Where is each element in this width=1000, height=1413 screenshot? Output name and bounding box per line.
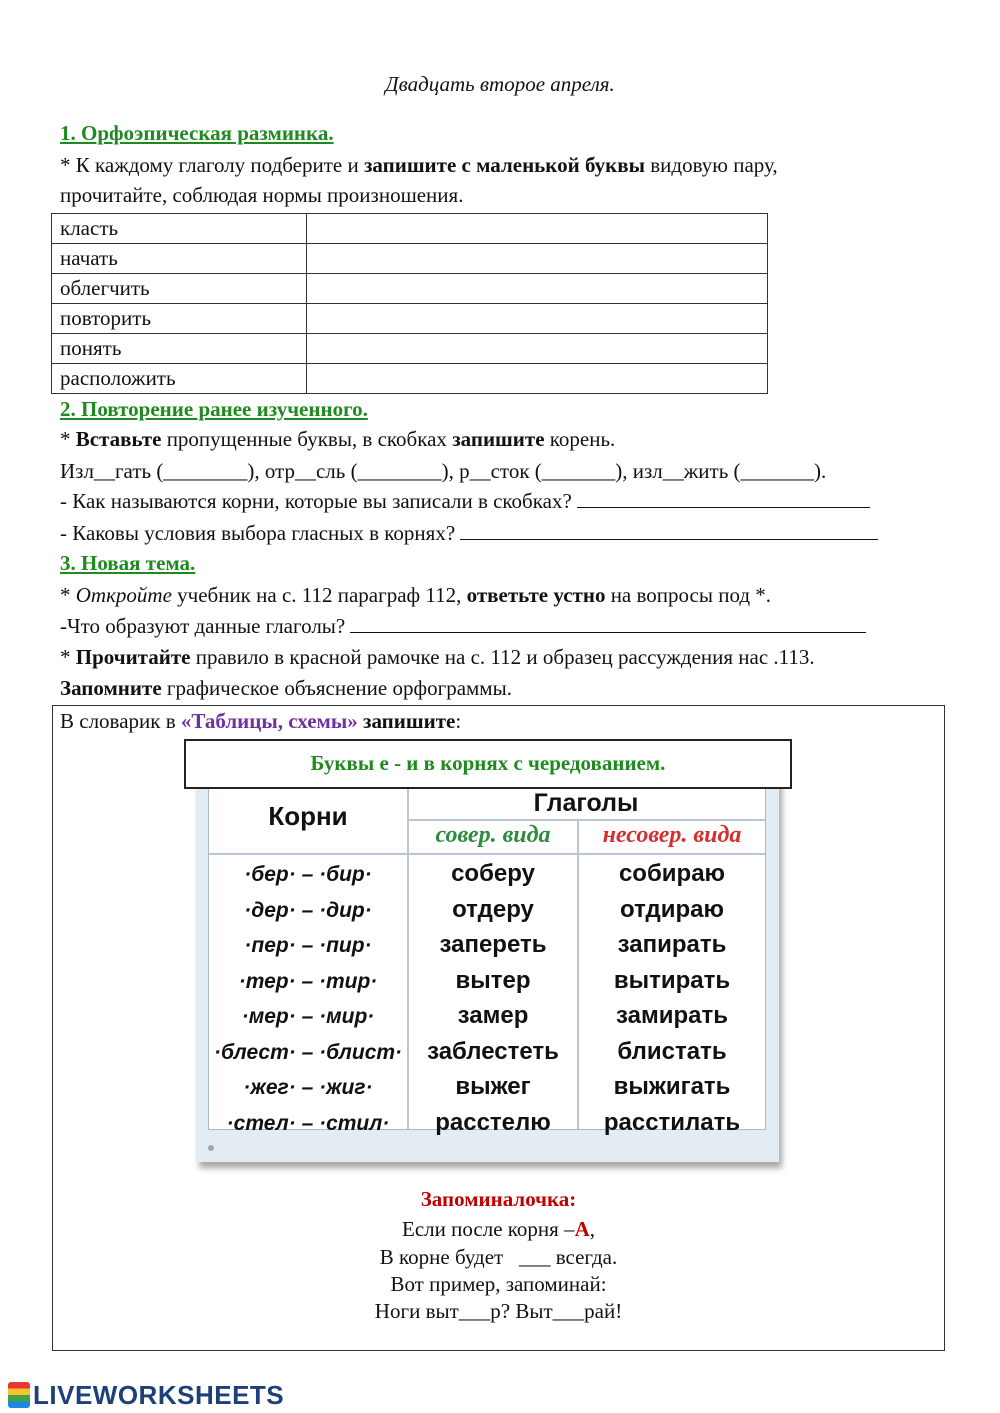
table-row: [52, 214, 768, 244]
rule-title-box: Буквы е - и в корнях с чередованием.: [184, 739, 792, 789]
answer-cell[interactable]: [307, 244, 768, 274]
fill-letters-line[interactable]: Изл__гать (________), отр__сль (________), р__сток (_______), изл__жить (_______).: [60, 459, 827, 483]
chart-imperfective-cell: собираю: [618, 860, 726, 887]
chart-root-cell: ·стел· – ·стил·: [226, 1111, 390, 1135]
table-row: [52, 334, 768, 364]
table-row: [52, 304, 768, 334]
table-row: [52, 244, 768, 274]
alternation-chart: [196, 770, 779, 1162]
liveworksheets-logo: LIVEWORKSHEETS: [8, 1380, 284, 1411]
header-roots: Корни: [268, 801, 348, 831]
chart-root-cell: ·блест· – ·блист·: [213, 1040, 403, 1064]
header-divider: [407, 819, 765, 821]
chart-perfective-cell: заблестеть: [427, 1037, 559, 1065]
question-roots: - Как называются корни, которые вы записали в скобках?: [60, 489, 870, 514]
section2-instruction: * Вставьте пропущенные буквы, в скобках запишите корень.: [60, 427, 616, 451]
header-imperfective: несовер. вида: [602, 822, 742, 848]
verb-cell: повторить: [52, 304, 307, 334]
chart-root-cell: ·пер· – ·пир·: [244, 934, 372, 957]
chart-root-cell: ·тер· – ·тир·: [238, 969, 378, 993]
chart-root-cell: ·бер· – ·бир·: [244, 863, 372, 886]
chart-perfective-cell: отдеру: [452, 895, 534, 923]
logo-icon: [8, 1382, 30, 1408]
section3-line4: Запомните графическое объяснение орфограммы.: [60, 676, 512, 700]
mnemonic-line4: Ноги выт___р? Выт___рай!: [374, 1299, 623, 1323]
answer-cell[interactable]: [307, 364, 768, 394]
section2-heading: 2. Повторение ранее изученного.: [60, 397, 368, 421]
chart-root-cell: ·мер· – ·мир·: [241, 1005, 375, 1028]
question-form: -Что образуют данные глаголы?: [60, 614, 866, 639]
chart-perfective-cell: выжег: [455, 1073, 531, 1100]
section3-heading: 3. Новая тема.: [60, 551, 196, 575]
answer-cell[interactable]: [307, 304, 768, 334]
chart-imperfective-cell: блистать: [617, 1037, 727, 1065]
chart-imperfective-cell: запирать: [617, 931, 727, 958]
chart-imperfective-cell: отдираю: [620, 895, 724, 923]
verb-cell: расположить: [52, 364, 307, 394]
chart-imperfective-cell: расстилать: [603, 1108, 741, 1136]
mnemonic-line1: Если после корня –А,: [402, 1217, 595, 1241]
answer-blank[interactable]: [460, 523, 878, 540]
answer-cell[interactable]: [307, 214, 768, 244]
chart-footer-strip: [208, 1132, 764, 1146]
header-divider: [209, 853, 765, 855]
verb-cell: начать: [52, 244, 307, 274]
question-vowels: - Каковы условия выбора гласных в корнях?: [60, 521, 878, 546]
answer-cell[interactable]: [307, 274, 768, 304]
header-verbs: Глаголы: [533, 789, 639, 817]
verb-cell: понять: [52, 334, 307, 364]
header-perfective: совер. вида: [435, 822, 551, 848]
chart-imperfective-cell: замирать: [616, 1002, 728, 1029]
section1-heading: 1. Орфоэпическая разминка.: [60, 121, 334, 145]
chart-perfective-cell: соберу: [451, 860, 535, 887]
chart-root-cell: ·дер· – ·дир·: [244, 898, 372, 922]
bullet-icon: [208, 1145, 214, 1151]
chart-imperfective-cell: выжигать: [613, 1073, 731, 1100]
section1-instruction-line2: прочитайте, соблюдая нормы произношения.: [60, 183, 464, 207]
mnemonic-line2: В корне будет ___ всегда.: [379, 1245, 618, 1269]
table-row: [52, 364, 768, 394]
mnemonic-title: Запоминалочка:: [420, 1187, 577, 1211]
verb-pairs-table: [51, 213, 768, 394]
table-row: [52, 274, 768, 304]
chart-table: [208, 788, 766, 1136]
answer-blank[interactable]: [350, 616, 866, 633]
verb-cell: класть: [52, 214, 307, 244]
chart-perfective-cell: запереть: [439, 931, 547, 958]
chart-root-cell: ·жег· – ·жиг·: [243, 1076, 373, 1099]
section3-line3: * Прочитайте правило в красной рамочке на с. 112 и образец рассуждения нас .113.: [60, 645, 815, 669]
date-heading: Двадцать второе апреля.: [385, 72, 615, 96]
chart-perfective-cell: вытер: [455, 966, 531, 994]
dictionary-instruction: В словарик в «Таблицы, схемы» запишите:: [60, 709, 462, 733]
mnemonic-line3: Вот пример, запоминай:: [390, 1272, 607, 1296]
section1-instruction: * К каждому глаголу подберите и запишите с маленькой буквы видовую пару,: [60, 153, 778, 177]
chart-imperfective-cell: вытирать: [613, 966, 731, 994]
verb-cell: облегчить: [52, 274, 307, 304]
answer-blank[interactable]: [577, 491, 870, 508]
chart-perfective-cell: расстелю: [435, 1108, 551, 1136]
answer-cell[interactable]: [307, 334, 768, 364]
chart-perfective-cell: замер: [457, 1002, 529, 1029]
section3-line1: * Откройте учебник на с. 112 параграф 112, ответьте устно на вопросы под *.: [60, 583, 772, 607]
